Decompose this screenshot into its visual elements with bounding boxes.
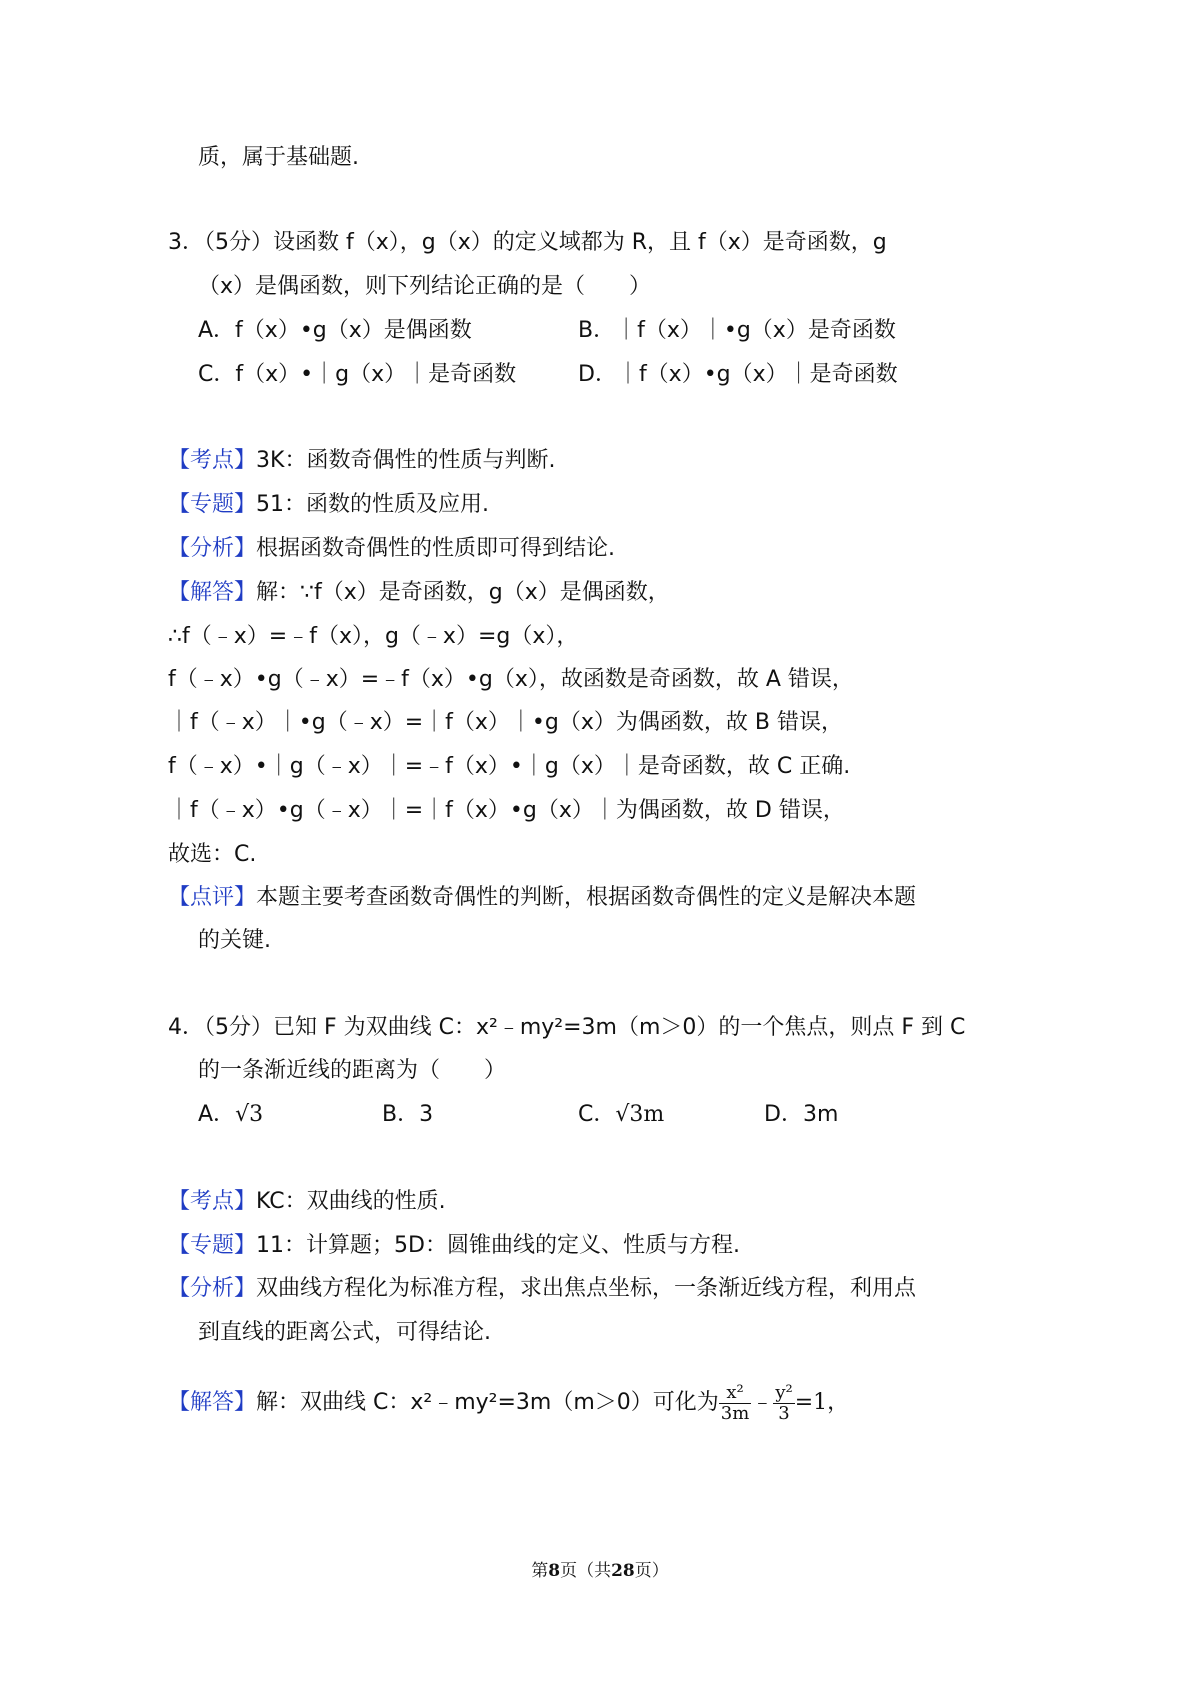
fraction-y2-over-3 xyxy=(773,1383,794,1424)
q3-stem-line2: （x）是偶函数，则下列结论正确的是（ ） xyxy=(198,274,652,299)
q3-dianping-line2: 的关键. xyxy=(198,928,271,953)
q3-zhuanti xyxy=(168,490,489,520)
q4-jieda xyxy=(168,1382,849,1424)
q4-fenxi xyxy=(168,1274,916,1304)
kaodian-text: 3K：函数奇偶性的性质与判断. xyxy=(256,448,556,473)
q3-dianping xyxy=(168,883,916,913)
fraction-numerator: y² xyxy=(775,1381,793,1403)
jieda-tag: 【解答】 xyxy=(168,1390,257,1415)
q3-jieda-line5: f（﹣x）•｜g（﹣x）｜=﹣f（x）•｜g（x）｜是奇函数，故 C 正确. xyxy=(168,754,851,779)
q4-stem-line2: 的一条渐近线的距离为（ ） xyxy=(198,1058,507,1083)
footer-total-pages: 28 xyxy=(611,1561,635,1581)
kaodian-tag: 【考点】 xyxy=(168,448,257,473)
fraction-numerator: x² xyxy=(719,1383,752,1404)
previous-text-tail: 质，属于基础题. xyxy=(198,145,359,170)
q4-option-a xyxy=(198,1100,263,1130)
q4-kaodian xyxy=(168,1187,446,1217)
fraction-denominator: 3 xyxy=(778,1402,790,1424)
kaodian-text: KC：双曲线的性质. xyxy=(256,1189,446,1214)
q4-option-a-label: A． xyxy=(198,1102,236,1127)
q3-option-a: A．f（x）•g（x）是偶函数 xyxy=(198,318,472,343)
fenxi-text: 根据函数奇偶性的性质即可得到结论. xyxy=(256,536,616,561)
q4-option-c-value: √3m xyxy=(615,1102,665,1127)
fenxi-tag: 【分析】 xyxy=(168,1276,257,1301)
q4-fenxi-line2: 到直线的距离公式，可得结论. xyxy=(198,1320,491,1345)
equals-one: =1， xyxy=(794,1390,850,1415)
q4-option-d: D．3m xyxy=(764,1102,839,1127)
q3-kaodian xyxy=(168,446,555,476)
q4-option-c-label: C． xyxy=(578,1102,616,1127)
q3-jieda-line3: f（﹣x）•g（﹣x）=﹣f（x）•g（x），故函数是奇函数，故 A 错误， xyxy=(168,667,854,692)
zhuanti-tag: 【专题】 xyxy=(168,1233,257,1258)
zhuanti-tag: 【专题】 xyxy=(168,492,257,517)
fraction-denominator: 3m xyxy=(720,1402,750,1424)
footer-page-number: 8 xyxy=(548,1561,561,1581)
q4-option-b: B．3 xyxy=(382,1102,434,1127)
q3-option-c: C．f（x）•｜g（x）｜是奇函数 xyxy=(198,362,517,387)
q4-option-a-value: √3 xyxy=(235,1102,264,1127)
q3-jieda-line4: ｜f（﹣x）｜•g（﹣x）=｜f（x）｜•g（x）为偶函数，故 B 错误， xyxy=(168,710,843,735)
q3-jieda-line6: ｜f（﹣x）•g（﹣x）｜=｜f（x）•g（x）｜为偶函数，故 D 错误， xyxy=(168,798,845,823)
minus-sign: ﹣ xyxy=(751,1390,774,1415)
dianping-line1: 本题主要考查函数奇偶性的判断，根据函数奇偶性的定义是解决本题 xyxy=(256,885,917,910)
dianping-tag: 【点评】 xyxy=(168,885,257,910)
q4-option-c xyxy=(578,1100,664,1130)
kaodian-tag: 【考点】 xyxy=(168,1189,257,1214)
fraction-x2-over-3m xyxy=(719,1383,752,1424)
q3-stem-line1: 3．（5分）设函数 f（x），g（x）的定义域都为 R，且 f（x）是奇函数，g xyxy=(168,230,887,255)
page-footer xyxy=(0,1556,1200,1581)
footer-mid: 页（共 xyxy=(560,1561,612,1581)
q3-jieda-line7: 故选：C. xyxy=(168,842,257,867)
zhuanti-text: 11：计算题；5D：圆锥曲线的定义、性质与方程. xyxy=(256,1233,740,1258)
q4-zhuanti xyxy=(168,1231,740,1261)
jieda-text: 解：双曲线 C：x²﹣my²=3m（m＞0）可化为 xyxy=(256,1390,719,1415)
fenxi-tag: 【分析】 xyxy=(168,536,257,561)
fenxi-line1: 双曲线方程化为标准方程，求出焦点坐标，一条渐近线方程，利用点 xyxy=(256,1276,917,1301)
jieda-tag: 【解答】 xyxy=(168,580,257,605)
q4-stem-line1: 4．（5分）已知 F 为双曲线 C：x²﹣my²=3m（m＞0）的一个焦点，则点 F 到 C xyxy=(168,1015,966,1040)
zhuanti-text: 51：函数的性质及应用. xyxy=(256,492,490,517)
jieda-line1: 解：∵f（x）是奇函数，g（x）是偶函数， xyxy=(256,580,670,605)
q3-option-d: D．｜f（x）•g（x）｜是奇函数 xyxy=(578,362,898,387)
footer-suffix: 页） xyxy=(634,1561,669,1581)
footer-prefix: 第 xyxy=(531,1561,549,1581)
q3-option-b: B．｜f（x）｜•g（x）是奇函数 xyxy=(578,318,896,343)
q3-jieda-line2: ∴f（﹣x）=﹣f（x），g（﹣x）=g（x）， xyxy=(168,624,579,649)
q3-jieda xyxy=(168,578,670,608)
q3-fenxi xyxy=(168,534,615,564)
